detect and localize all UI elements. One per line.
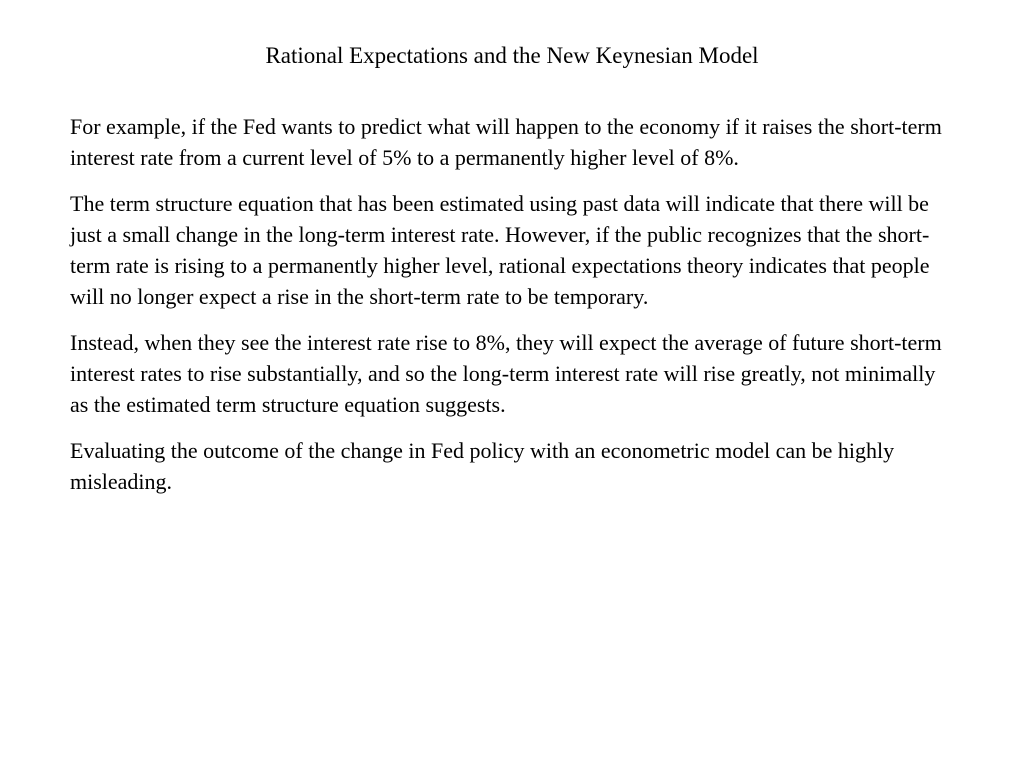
slide-title: Rational Expectations and the New Keynesian Model <box>265 43 759 68</box>
body-paragraph: The term structure equation that has been estimated using past data will indicate that there will be just a small change in the long-term interest rate. However, if the public recognizes that the short-term rate is rising to a permanently higher level, rational expectations theory indicates that people will no longer expect a rise in the short-term rate to be temporary. <box>70 191 930 309</box>
body-paragraph: Instead, when they see the interest rate rise to 8%, they will expect the average of future short-term interest rates to rise substantially, and so the long-term interest rate will rise greatly, not minimally as the estimated term structure equation suggests. <box>70 330 942 417</box>
slide-body <box>70 111 950 512</box>
body-paragraph: For example, if the Fed wants to predict what will happen to the economy if it raises the short-term interest rate from a current level of 5% to a permanently higher level of 8%. <box>70 114 942 170</box>
body-paragraph: Evaluating the outcome of the change in Fed policy with an econometric model can be highly misleading. <box>70 438 895 494</box>
